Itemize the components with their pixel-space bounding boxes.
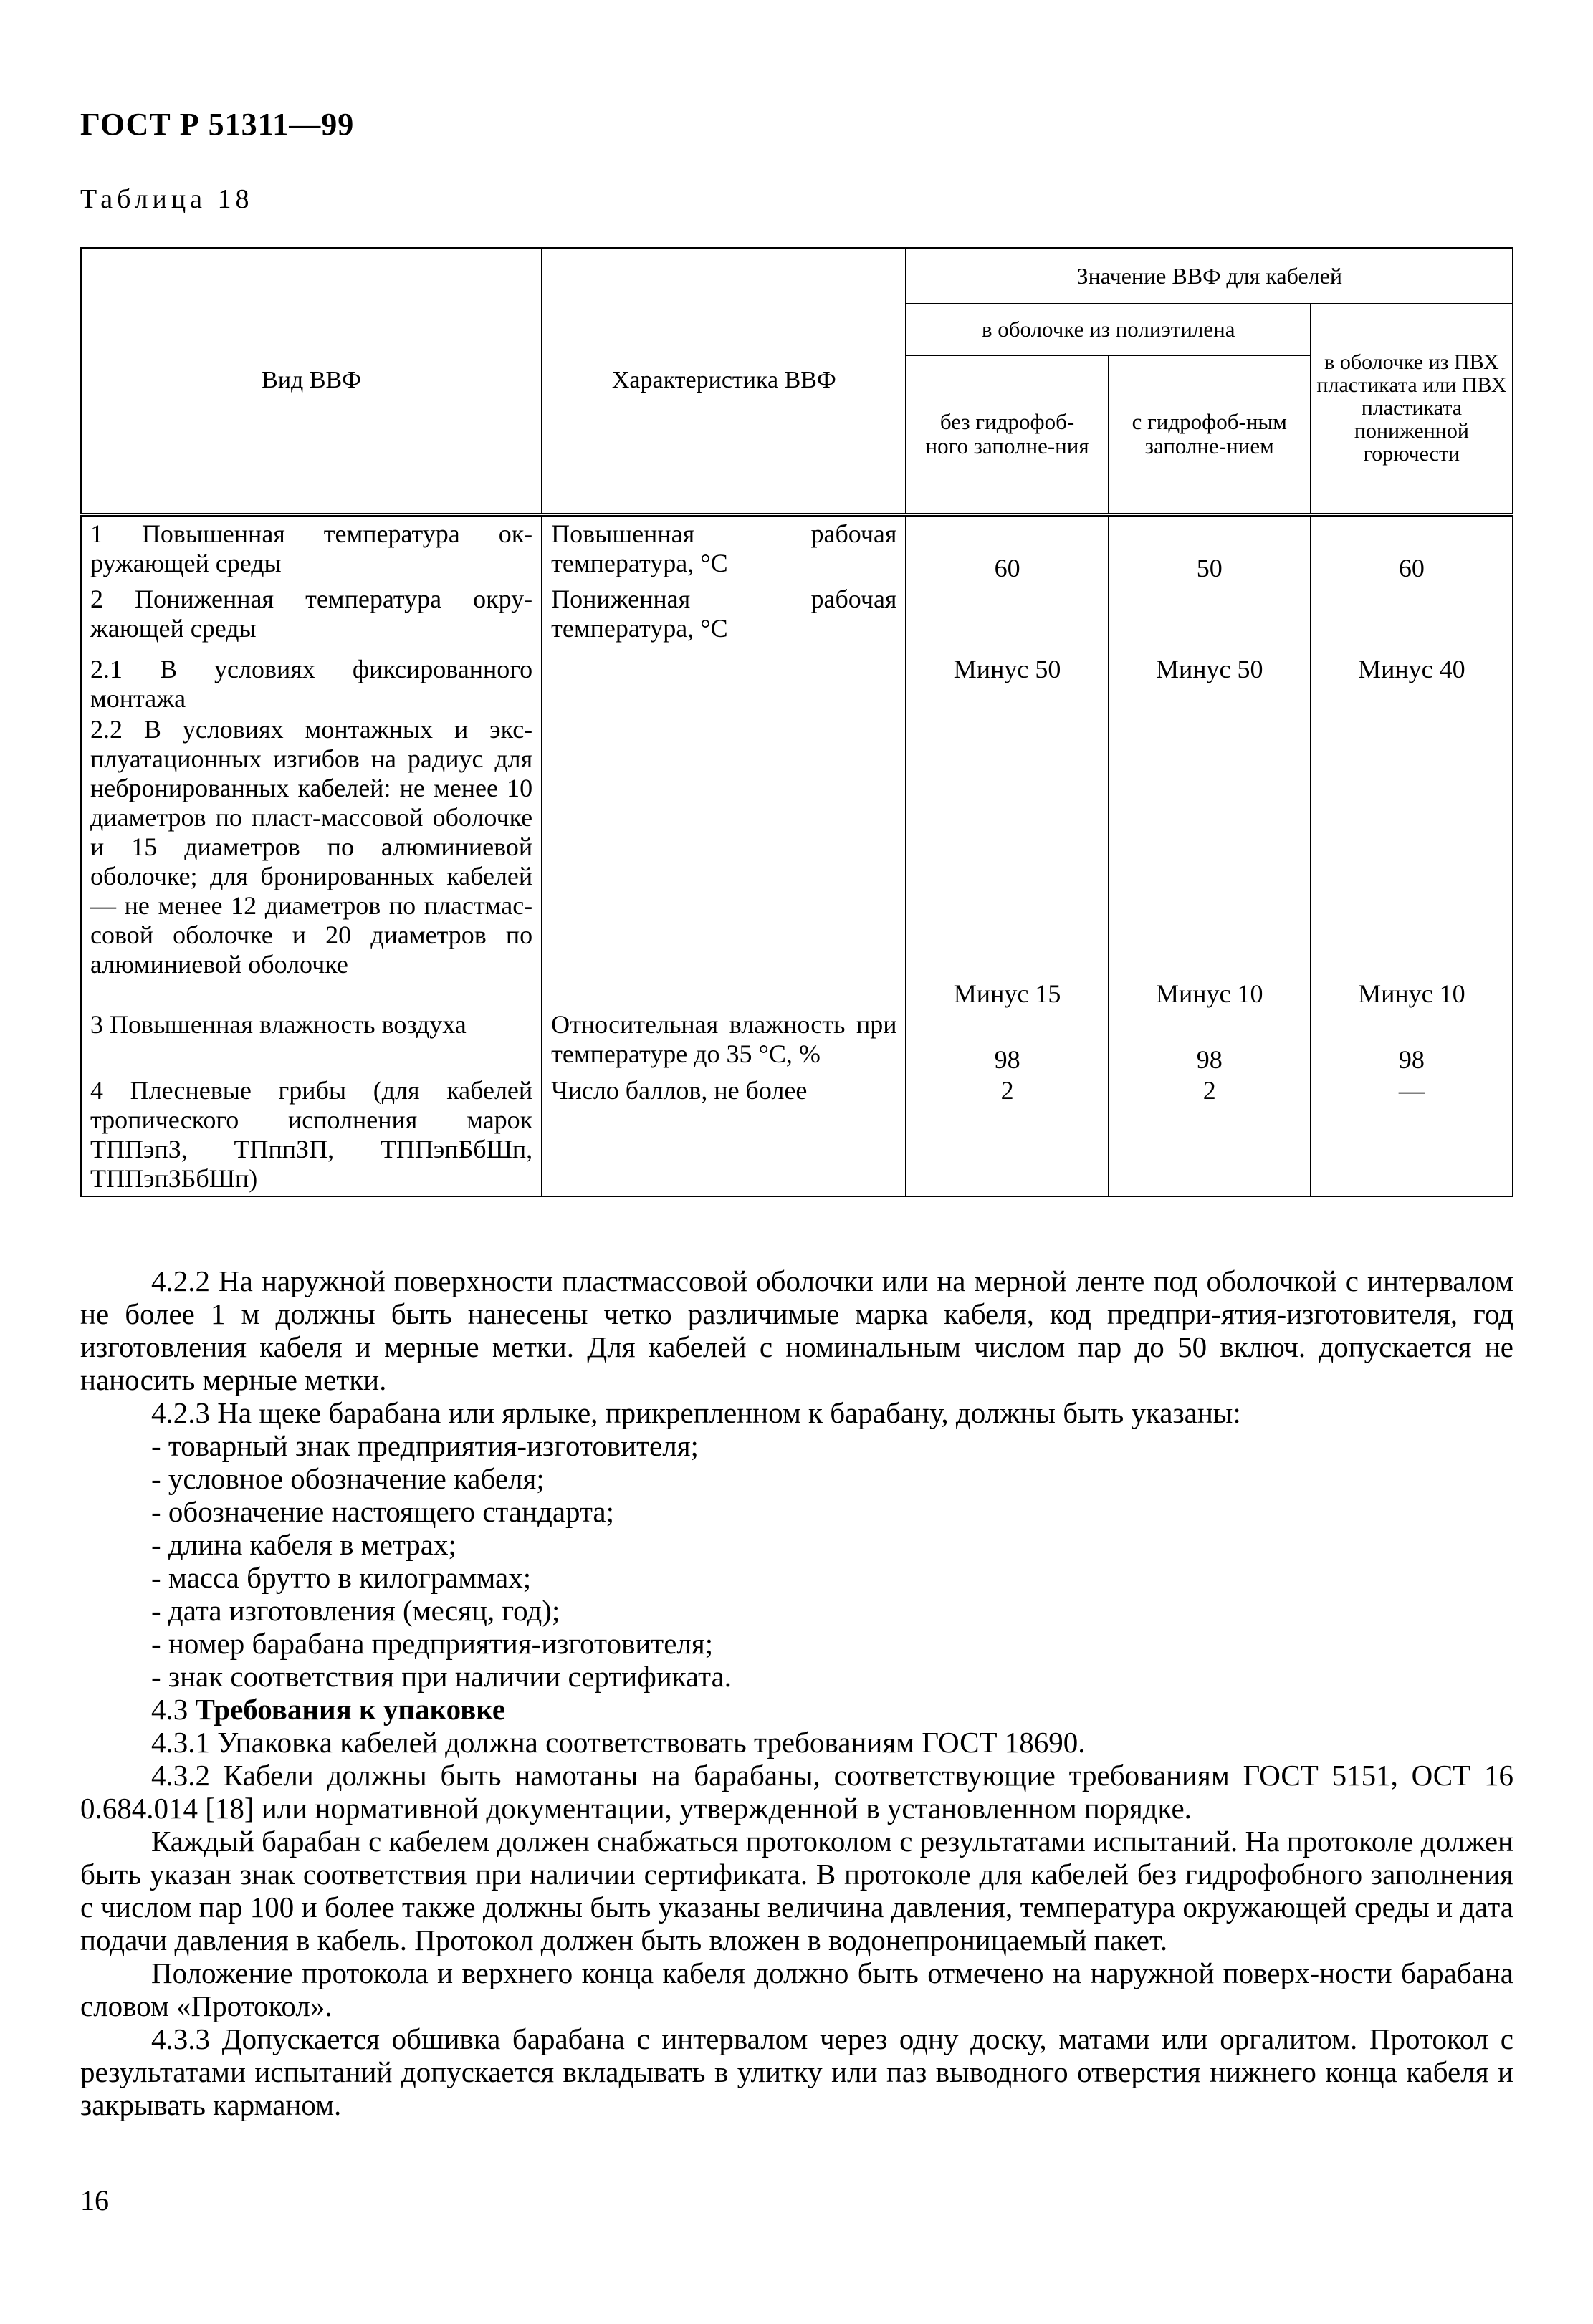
header-characteristic: Характеристика ВВФ	[542, 248, 906, 514]
row-value-pe-a: 60	[906, 514, 1108, 585]
table-row	[81, 1010, 1513, 1076]
row-value-pvc: —	[1311, 1076, 1513, 1196]
table-row	[81, 655, 1513, 715]
row-value-pvc: Минус 40	[1311, 655, 1513, 715]
table-row	[81, 1076, 1513, 1196]
row-value-pe-b: 2	[1109, 1076, 1311, 1196]
row-value-pe-a	[906, 585, 1108, 655]
row-char: Относительная влажность при температуре до 35 °С, %	[542, 1010, 906, 1076]
row-vid: 1 Повышенная температура ок-ружающей среды	[81, 514, 542, 585]
row-char	[542, 655, 906, 715]
row-value-pe-a: 2	[906, 1076, 1108, 1196]
row-value-pe-b: Минус 10	[1109, 715, 1311, 1010]
row-value-pvc: Минус 10	[1311, 715, 1513, 1010]
row-value-pe-b: Минус 50	[1109, 655, 1311, 715]
row-value-pe-b: 98	[1109, 1010, 1311, 1076]
list-item: - номер барабана предприятия-изготовителя;	[151, 1627, 714, 1660]
row-value-pe-a: Минус 15	[906, 715, 1108, 1010]
list-item: - масса брутто в килограммах;	[151, 1561, 532, 1594]
row-vid: 2 Пониженная температура окру-жающей среды	[81, 585, 542, 655]
section-number: 4.3	[151, 1693, 188, 1726]
header-pe-sheath: в оболочке из полиэтилена	[906, 304, 1310, 355]
section-heading-4-3	[80, 1693, 1513, 1726]
row-vid: 3 Повышенная влажность воздуха	[81, 1010, 542, 1076]
list-item: - длина кабеля в метрах;	[151, 1528, 456, 1561]
header-pe-no-hydrophobic: без гидрофоб-ного заполне-ния	[906, 355, 1108, 514]
paragraph-4-3-2: 4.3.2 Кабели должны быть намотаны на барабаны, соответствующие требованиям ГОСТ 5151, ОСТ 16 0.684.014 [18] или нормативной документации, утвержденной в установленном порядке.	[80, 1759, 1513, 1825]
table-row	[81, 715, 1513, 1010]
row-char	[542, 715, 906, 1010]
page-number: 16	[80, 2184, 109, 2217]
paragraph-protocol: Каждый барабан с кабелем должен снабжаться протоколом с результатами испытаний. На протоколе должен быть указан знак соответствия при наличии сертификата. В протоколе для кабелей без гидрофобного заполнения с числом пар 100 и более также должны быть указаны величина давления, температура окружающей среды и дата подачи давления в кабель. Протокол должен быть вложен в водонепроницаемый пакет.	[80, 1825, 1513, 1956]
list-item: - условное обозначение кабеля;	[151, 1462, 545, 1495]
row-value-pvc: 60	[1311, 514, 1513, 585]
section-title: Требования к упаковке	[195, 1693, 506, 1726]
paragraph-protocol-position: Положение протокола и верхнего конца кабеля должно быть отмечено на наружной поверх-ности барабана словом «Протокол».	[80, 1956, 1513, 2022]
row-value-pvc	[1311, 585, 1513, 655]
row-value-pe-a: Минус 50	[906, 655, 1108, 715]
paragraph-4-2-2: 4.2.2 На наружной поверхности пластмассовой оболочки или на мерной ленте под оболочкой с интервалом не более 1 м должны быть нанесены четко различимые марка кабеля, код предпри-ятия-изготовителя, год изготовления кабеля и мерные метки. Для кабелей с номинальным числом пар до 50 включ. допускается не наносить мерные метки.	[80, 1264, 1513, 1396]
list-item: - товарный знак предприятия-изготовителя;	[151, 1429, 699, 1462]
row-vid: 4 Плесневые грибы (для кабелей тропического исполнения марок ТППэпЗ, ТПппЗП, ТППэпБбШп, ТППэпЗБбШп)	[81, 1076, 542, 1196]
row-value-pvc: 98	[1311, 1010, 1513, 1076]
row-value-pe-b: 50	[1109, 514, 1311, 585]
row-value-pe-b	[1109, 585, 1311, 655]
standard-code-header: ГОСТ Р 51311—99	[80, 107, 355, 142]
row-char: Повышенная рабочая температура, °С	[542, 514, 906, 585]
table-title: Таблица 18	[80, 184, 254, 214]
row-vid: 2.1 В условиях фиксированного монтажа	[81, 655, 542, 715]
table-row	[81, 514, 1513, 585]
table-row	[81, 585, 1513, 655]
header-pvc-sheath: в оболочке из ПВХ пластиката или ПВХ пластиката пониженной горючести	[1311, 304, 1513, 514]
table-18	[80, 247, 1513, 1197]
list-item: - знак соответствия при наличии сертификата.	[151, 1660, 732, 1693]
list-item: - дата изготовления (месяц, год);	[151, 1594, 560, 1627]
list-item: - обозначение настоящего стандарта;	[151, 1495, 614, 1528]
document-body	[80, 1264, 1513, 2121]
paragraph-4-3-1: 4.3.1 Упаковка кабелей должна соответствовать требованиям ГОСТ 18690.	[151, 1726, 1086, 1759]
header-pe-hydrophobic: с гидрофоб-ным заполне-нием	[1109, 355, 1311, 514]
row-char: Число баллов, не более	[542, 1076, 906, 1196]
paragraph-4-3-3: 4.3.3 Допускается обшивка барабана с интервалом через одну доску, матами или оргалитом. Протокол с результатами испытаний допускается вкладывать в улитку или паз выводного отверстия нижнего конца кабеля и закрывать карманом.	[80, 2022, 1513, 2121]
paragraph-4-2-3: 4.2.3 На щеке барабана или ярлыке, прикрепленном к барабану, должны быть указаны:	[151, 1396, 1241, 1429]
header-value-group: Значение ВВФ для кабелей	[906, 248, 1513, 304]
header-vid-vvf: Вид ВВФ	[81, 248, 542, 514]
row-char: Пониженная рабочая температура, °С	[542, 585, 906, 655]
row-vid: 2.2 В условиях монтажных и экс-плуатационных изгибов на радиус для небронированных кабелей: не менее 10 диаметров по пласт-массовой оболочке и 15 диаметров по алюминиевой оболочке; для бронированных кабелей — не менее 12 диаметров по пластмас-совой оболочке и 20 диаметров по алюминиевой оболочке	[81, 715, 542, 1010]
row-value-pe-a: 98	[906, 1010, 1108, 1076]
